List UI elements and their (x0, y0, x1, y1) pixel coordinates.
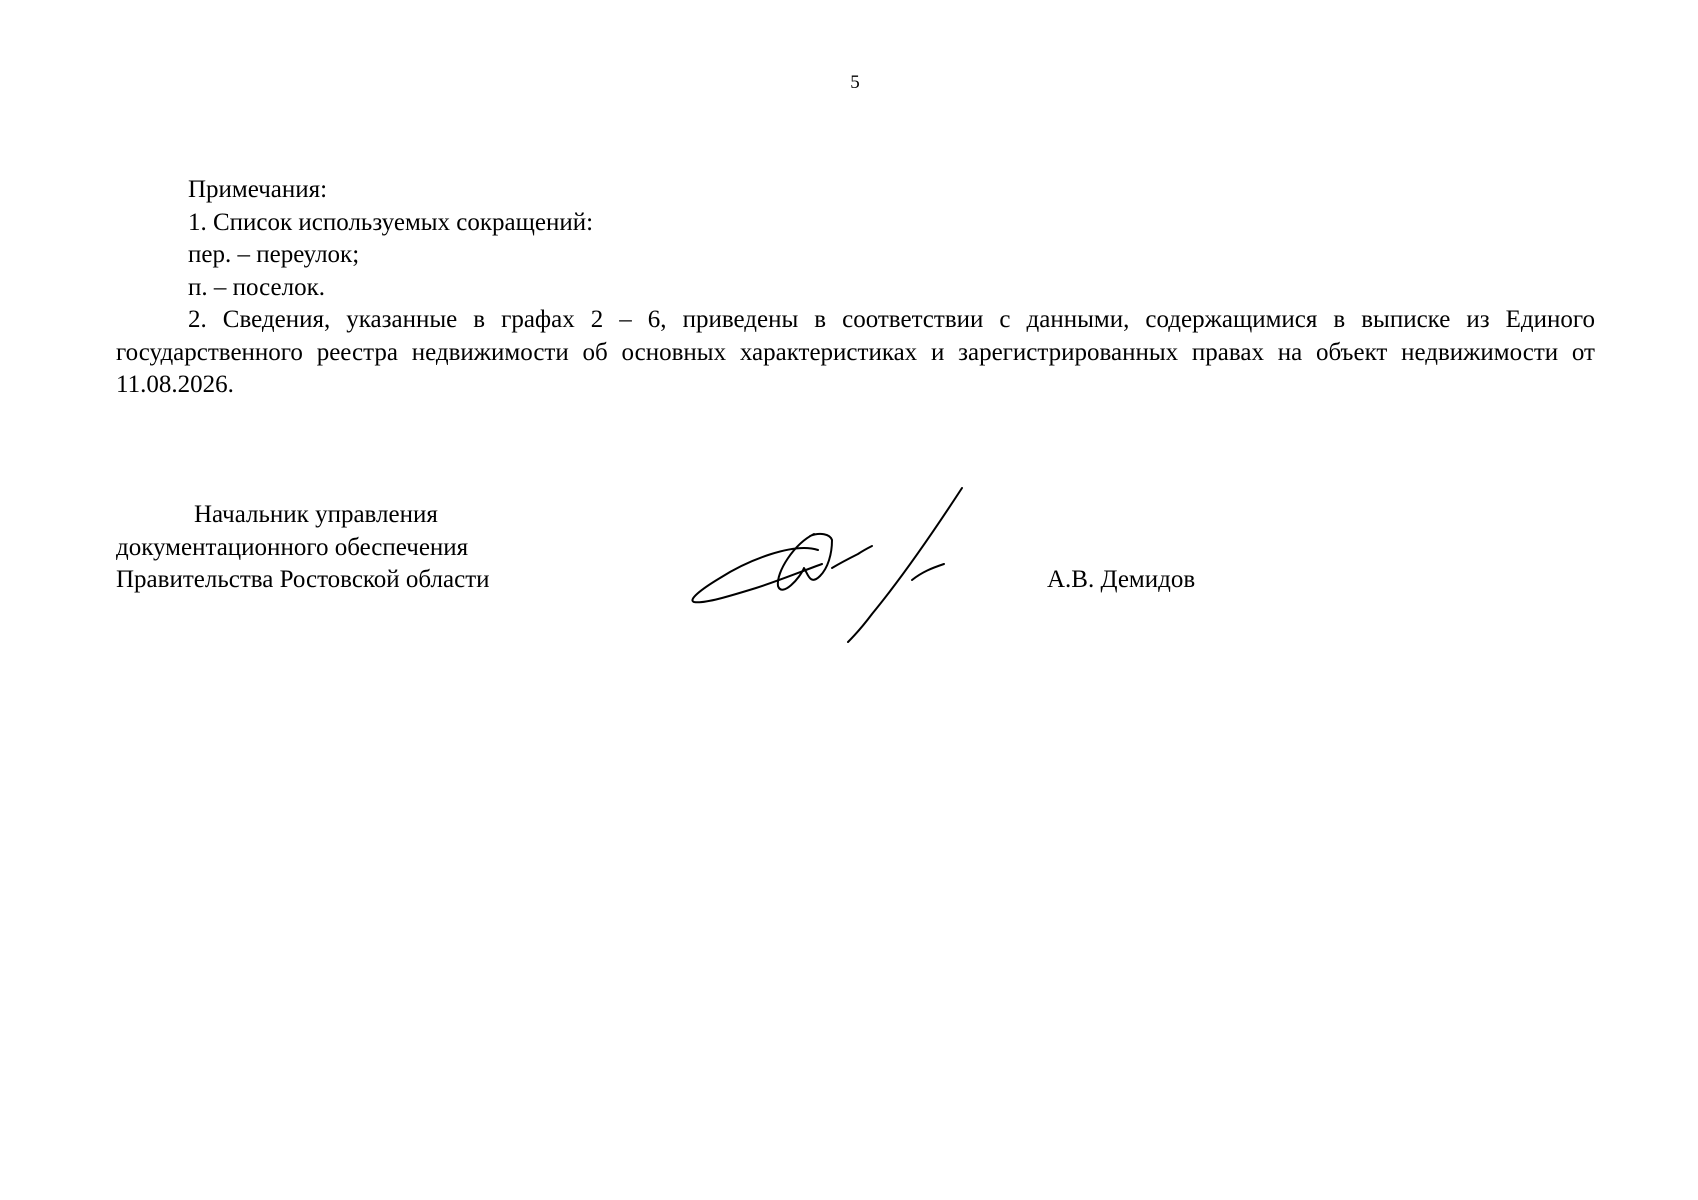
handwritten-signature (682, 484, 972, 644)
signatory-position (116, 499, 490, 597)
abbreviation-item: п. – поселок. (188, 273, 325, 301)
abbreviations-title: 1. Список используемых сокращений: (188, 208, 594, 236)
position-line: Начальник управления (194, 501, 438, 528)
abbreviation-item: пер. – переулок; (188, 241, 360, 268)
position-line: документационного обеспечения (116, 533, 469, 561)
position-line: Правительства Ростовской области (116, 566, 490, 593)
signer-name: А.В. Демидов (1047, 566, 1196, 593)
notes-heading: Примечания: (188, 176, 328, 203)
notes-item-2: 2. Сведения, указанные в графах 2 – 6, приведены в соответствии с данными, содержащимися в выписке из Единого государственного реестра недвижимости об основных характеристиках и зарегистрированных правах на объект недвижимости от 11.08.2026. (116, 306, 1595, 398)
page-number: 5 (850, 72, 860, 93)
notes-section (116, 174, 1595, 402)
